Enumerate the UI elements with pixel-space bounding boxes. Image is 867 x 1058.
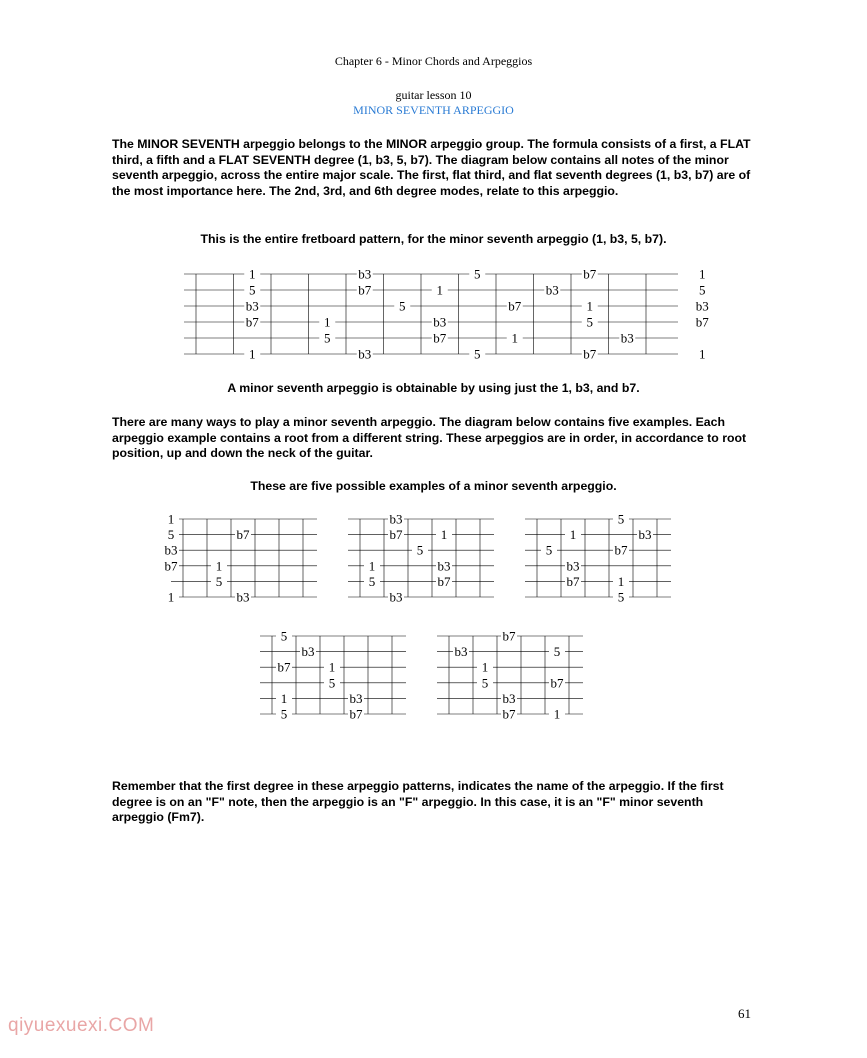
note-label: b7 <box>614 542 628 558</box>
note-label: b7 <box>245 314 259 330</box>
note-label: b7 <box>236 527 250 543</box>
note-label: b3 <box>358 266 372 282</box>
note-label: b7 <box>433 330 447 346</box>
note-label: 5 <box>545 542 553 558</box>
note-label: 5 <box>617 589 625 605</box>
many-ways-paragraph: There are many ways to play a minor seventh arpeggio. The diagram below contains five examples. Each arpeggio example contains a root from a different string. These arpeggios are in order, in accordance to root position, up and down the neck of the guitar. <box>112 415 747 461</box>
lesson-label: guitar lesson 10 <box>395 88 472 102</box>
note-label: 5 <box>553 644 561 660</box>
note-label: b7 <box>583 346 597 362</box>
note-label: b3 <box>301 644 315 660</box>
page-number: 61 <box>738 1006 751 1021</box>
note-label: 5 <box>399 298 406 314</box>
note-label: 5 <box>474 346 481 362</box>
chapter-title: Chapter 6 - Minor Chords and Arpeggios <box>334 54 533 68</box>
note-label: 1 <box>569 527 577 543</box>
note-label: b7 <box>389 527 403 543</box>
note-label: b3 <box>245 298 259 314</box>
note-label: 5 <box>249 282 256 298</box>
note-label: b3 <box>566 558 580 574</box>
note-label: 1 <box>249 346 256 362</box>
note-label: 1 <box>586 298 593 314</box>
note-label: 1 <box>249 266 256 282</box>
note-label: b7 <box>437 573 451 589</box>
note-label: 5 <box>481 675 489 691</box>
note-label: b3 <box>454 644 468 660</box>
note-label: b3 <box>389 589 403 605</box>
obtainable-caption: A minor seventh arpeggio is obtainable by using just the 1, b3, and b7. <box>227 381 640 395</box>
note-label: 5 <box>324 330 331 346</box>
arpeggio-example-1 <box>165 513 345 609</box>
note-label: b7 <box>550 675 564 691</box>
note-label: b7 <box>277 659 291 675</box>
note-label: 5 <box>474 266 481 282</box>
note-label: 1 <box>440 527 448 543</box>
note-label: b7 <box>164 558 178 574</box>
note-label: b7 <box>583 266 597 282</box>
note-label: 1 <box>167 589 175 605</box>
note-label: 1 <box>511 330 518 346</box>
note-label: 1 <box>324 314 331 330</box>
note-label: 5 <box>280 628 288 644</box>
note-label: b7 <box>502 628 516 644</box>
note-label: b3 <box>164 542 178 558</box>
lesson-title: MINOR SEVENTH ARPEGGIO <box>353 103 514 117</box>
note-label: 5 <box>328 675 336 691</box>
note-label: b3 <box>389 511 403 527</box>
five-examples-caption: These are five possible examples of a minor seventh arpeggio. <box>250 479 617 493</box>
arpeggio-example-5 <box>431 630 611 726</box>
note-label: 5 <box>215 573 223 589</box>
note-label: 5 <box>167 527 175 543</box>
note-label: b3 <box>433 314 447 330</box>
note-label: 5 <box>368 573 376 589</box>
note-label: b7 <box>695 314 709 330</box>
note-label: 1 <box>167 511 175 527</box>
note-label: b7 <box>349 706 363 722</box>
note-label: b3 <box>437 558 451 574</box>
note-label: 5 <box>280 706 288 722</box>
note-label: 1 <box>617 573 625 589</box>
note-label: 1 <box>368 558 376 574</box>
note-label: b3 <box>358 346 372 362</box>
note-label: 1 <box>553 706 561 722</box>
note-label: b3 <box>638 527 652 543</box>
note-label: 5 <box>699 282 706 298</box>
note-label: 1 <box>436 282 443 298</box>
note-label: b7 <box>502 706 516 722</box>
note-label: b3 <box>545 282 559 298</box>
watermark: qiyuexuexi.COM <box>8 1015 155 1036</box>
note-label: 5 <box>617 511 625 527</box>
note-label: b3 <box>502 690 516 706</box>
note-label: 1 <box>481 659 489 675</box>
note-label: 1 <box>699 346 706 362</box>
note-label: b3 <box>620 330 634 346</box>
note-label: 5 <box>416 542 424 558</box>
intro-paragraph: The MINOR SEVENTH arpeggio belongs to the MINOR arpeggio group. The formula consists of a first, a FLAT third, a fifth and a FLAT SEVENTH degree (1, b3, 5, b7). The diagram below contains all notes of the minor seventh arpeggio, across the entire major scale. The first, flat third, and flat seventh degrees (1, b3, b7) are of the most importance here. The 2nd, 3rd, and 6th degree modes, relate to this arpeggio. <box>112 137 751 198</box>
arpeggio-example-4 <box>254 630 434 726</box>
note-label: b3 <box>695 298 709 314</box>
note-label: b7 <box>508 298 522 314</box>
remember-paragraph: Remember that the first degree in these arpeggio patterns, indicates the name of the arpeggio. If the first degree is on an "F" note, then the arpeggio is an "F" arpeggio. In this case, it is an "F" minor seventh arpeggio (Fm7). <box>112 779 724 825</box>
note-label: b3 <box>349 690 363 706</box>
note-label: 1 <box>328 659 336 675</box>
arpeggio-example-2 <box>342 513 522 609</box>
full-fretboard-caption: This is the entire fretboard pattern, for the minor seventh arpeggio (1, b3, 5, b7). <box>200 232 667 246</box>
note-label: b3 <box>236 589 250 605</box>
arpeggio-example-3 <box>519 513 699 609</box>
note-label: 1 <box>280 690 288 706</box>
note-label: b7 <box>566 573 580 589</box>
note-label: b7 <box>358 282 372 298</box>
full-fretboard-diagram <box>178 266 709 362</box>
note-label: 1 <box>215 558 223 574</box>
note-label: 1 <box>699 266 706 282</box>
note-label: 5 <box>586 314 593 330</box>
